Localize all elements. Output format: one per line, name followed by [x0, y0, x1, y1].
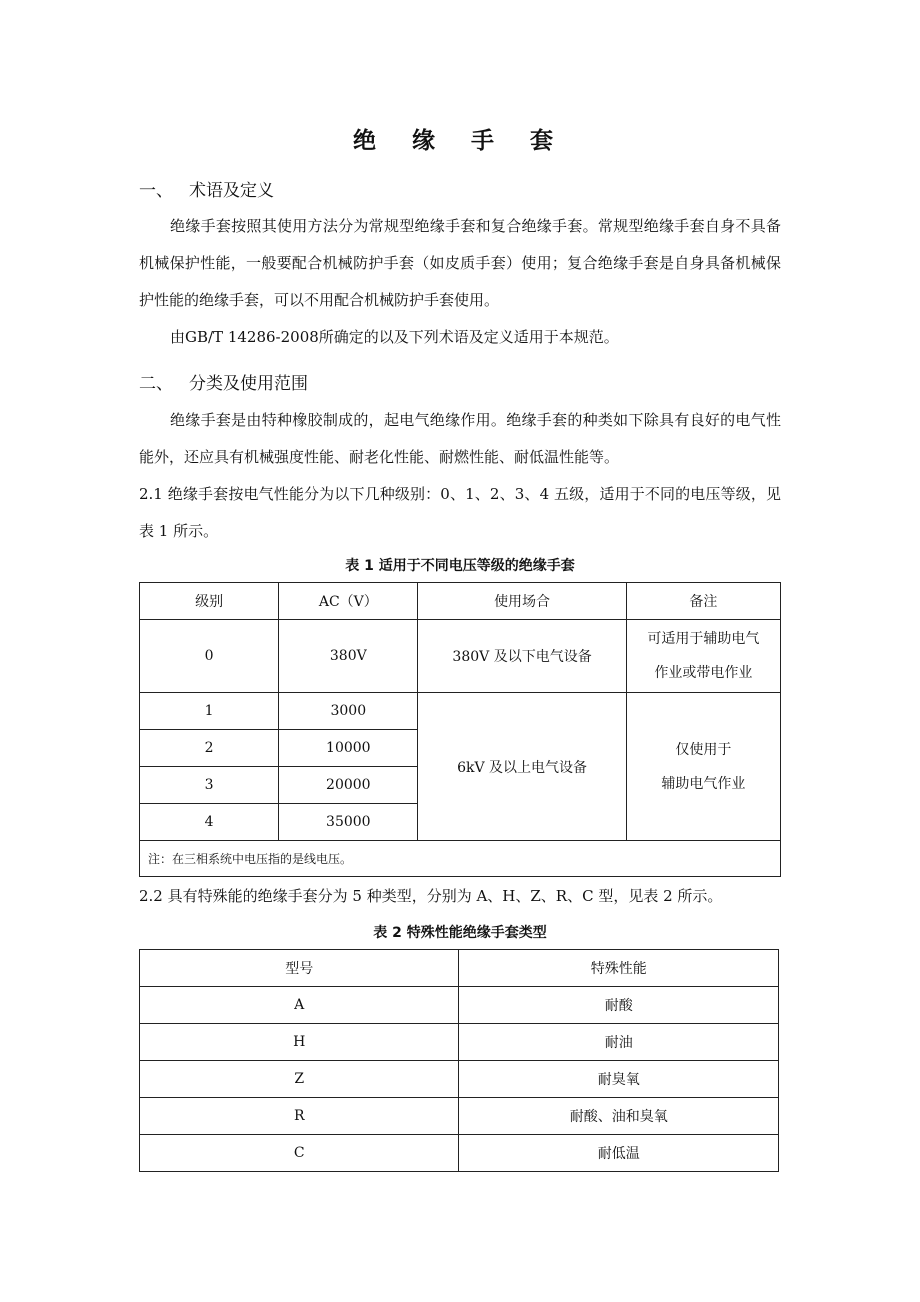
table-row: [140, 1098, 779, 1135]
note-line: 作业或带电作业: [654, 665, 753, 681]
table-cell: 耐酸、油和臭氧: [459, 1098, 779, 1135]
table-cell: 耐臭氧: [459, 1061, 779, 1098]
table-cell: 4: [140, 804, 279, 841]
table-cell: H: [140, 1024, 459, 1061]
table-cell: A: [140, 987, 459, 1024]
page-title: 绝 缘 手 套: [352, 128, 568, 154]
table-cell: [626, 620, 780, 693]
table-cell: 35000: [279, 804, 418, 841]
table-2: [139, 949, 779, 1172]
section-2-title: 分类及使用范围: [189, 374, 308, 394]
section-1-paragraph-1: 绝缘手套按照其使用方法分为常规型绝缘手套和复合绝缘手套。常规型绝缘手套自身不具备机械保护性能，一般要配合机械防护手套（如皮质手套）使用；复合绝缘手套是自身具备机械保护性能的绝缘手套，可以不用配合机械防护手套使用。: [139, 217, 781, 309]
note-line: 可适用于辅助电气: [647, 631, 760, 647]
table-cell: Z: [140, 1061, 459, 1098]
section-2-paragraph-3: 2.2 具有特殊能的绝缘手套分为 5 种类型，分别为 A、H、Z、R、C 型，见表 2 所示。: [139, 887, 723, 905]
table-cell: 20000: [279, 767, 418, 804]
table-cell: R: [140, 1098, 459, 1135]
section-2-paragraph-1: 绝缘手套是由特种橡胶制成的，起电气绝缘作用。绝缘手套的种类如下除具有良好的电气性能外，还应具有机械强度性能、耐老化性能、耐燃性能、耐低温性能等。: [139, 411, 781, 466]
section-2-number: 二、: [139, 374, 173, 394]
table-row: [140, 620, 781, 693]
table-1-header: 级别: [140, 583, 279, 620]
section-1-number: 一、: [139, 181, 173, 201]
table-1-header-row: [140, 583, 781, 620]
note-line: 辅助电气作业: [661, 775, 746, 792]
table-cell: 380V: [279, 620, 418, 693]
section-2-paragraph-2: 2.1 绝缘手套按电气性能分为以下几种级别：0、1、2、3、4 五级，适用于不同的电压等级，见表 1 所示。: [139, 485, 781, 540]
table-1-header: 备注: [626, 583, 780, 620]
table-1-header: AC（V）: [279, 583, 418, 620]
table-cell: C: [140, 1135, 459, 1172]
table-1-caption: 表 1 适用于不同电压等级的绝缘手套: [345, 558, 575, 574]
table-row: [140, 1024, 779, 1061]
table-cell: 10000: [279, 730, 418, 767]
table-cell: 3000: [279, 693, 418, 730]
note-line: 仅使用于: [675, 741, 732, 758]
section-2-heading: [139, 369, 308, 394]
table-2-header: 型号: [140, 950, 459, 987]
table-1-footnote-row: [140, 841, 781, 877]
table-cell-merged-use: 6kV 及以上电气设备: [418, 693, 626, 841]
section-1-heading: [139, 176, 274, 201]
table-row: [140, 693, 781, 730]
table-2-caption: 表 2 特殊性能绝缘手套类型: [373, 925, 547, 941]
table-2-header: 特殊性能: [459, 950, 779, 987]
table-cell: 耐酸: [459, 987, 779, 1024]
table-cell: 2: [140, 730, 279, 767]
table-cell: 耐低温: [459, 1135, 779, 1172]
table-cell: 耐油: [459, 1024, 779, 1061]
table-1-header: 使用场合: [418, 583, 626, 620]
table-1: [139, 582, 781, 877]
table-row: [140, 1135, 779, 1172]
table-1-footnote: 注：在三相系统中电压指的是线电压。: [140, 841, 781, 877]
section-1-paragraph-2: 由GB/T 14286-2008所确定的以及下列术语及定义适用于本规范。: [170, 328, 619, 346]
table-cell: 1: [140, 693, 279, 730]
table-cell: 380V 及以下电气设备: [418, 620, 626, 693]
table-cell: 3: [140, 767, 279, 804]
table-2-header-row: [140, 950, 779, 987]
table-row: [140, 1061, 779, 1098]
table-row: [140, 987, 779, 1024]
section-1-title: 术语及定义: [189, 181, 274, 201]
table-cell: 0: [140, 620, 279, 693]
table-cell-merged-note: [626, 693, 780, 841]
